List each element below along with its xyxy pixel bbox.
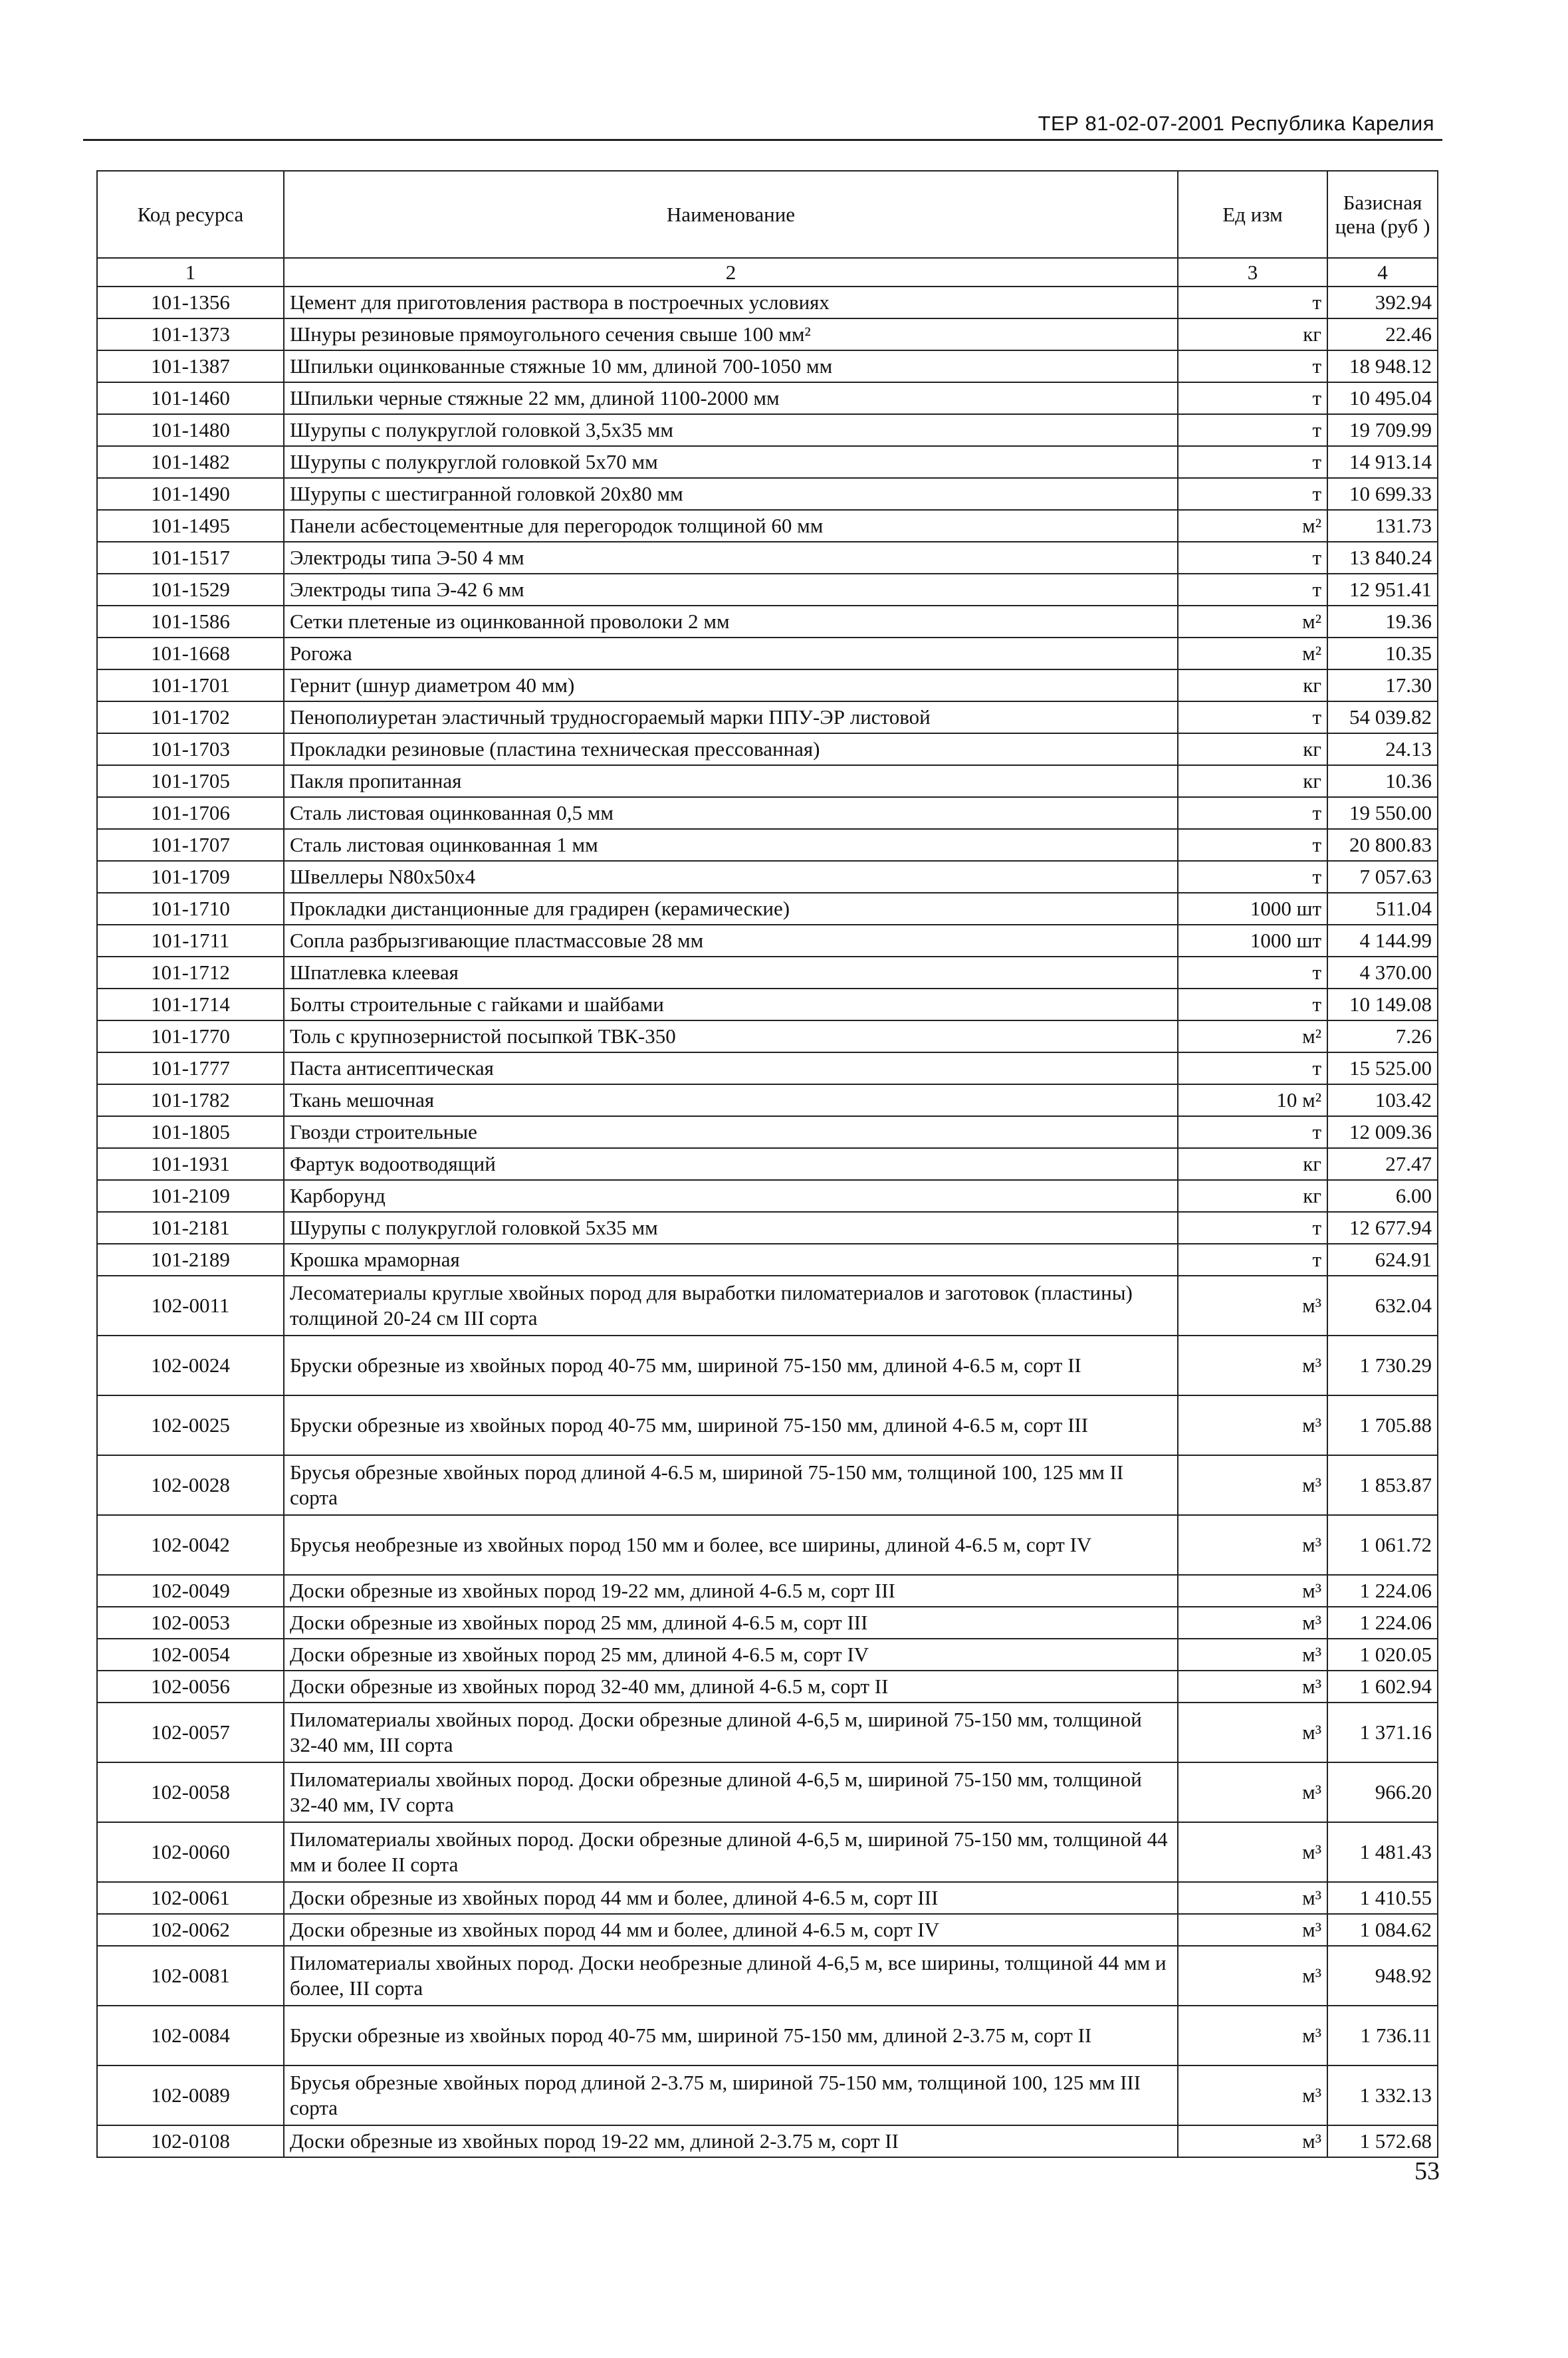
unit-cell: м³	[1178, 1882, 1327, 1914]
resource-name-cell: Пакля пропитанная	[284, 765, 1178, 797]
table-row	[97, 350, 1438, 382]
base-price-cell: 511.04	[1327, 893, 1438, 925]
resource-code-cell: 101-1770	[97, 1020, 284, 1052]
resource-name-cell: Сталь листовая оцинкованная 1 мм	[284, 829, 1178, 861]
unit-cell: т	[1178, 414, 1327, 446]
base-price-cell: 1 853.87	[1327, 1455, 1438, 1515]
resource-name-cell: Пенополиуретан эластичный трудносгораемый марки ППУ-ЭР листовой	[284, 701, 1178, 733]
base-price-cell: 392.94	[1327, 287, 1438, 318]
unit-cell: м³	[1178, 1914, 1327, 1946]
unit-cell: кг	[1178, 318, 1327, 350]
resource-name-cell: Шурупы с полукруглой головкой 5х35 мм	[284, 1212, 1178, 1244]
resource-code-cell: 101-1701	[97, 669, 284, 701]
table-row	[97, 1946, 1438, 2006]
base-price-cell: 18 948.12	[1327, 350, 1438, 382]
unit-cell: т	[1178, 350, 1327, 382]
resource-code-cell: 101-1712	[97, 957, 284, 989]
table-row	[97, 925, 1438, 957]
base-price-cell: 1 061.72	[1327, 1515, 1438, 1575]
base-price-cell: 10.35	[1327, 638, 1438, 669]
resource-name-cell: Рогожа	[284, 638, 1178, 669]
base-price-cell: 1 224.06	[1327, 1575, 1438, 1607]
resource-code-cell: 101-1805	[97, 1116, 284, 1148]
base-price-cell: 4 370.00	[1327, 957, 1438, 989]
base-price-cell: 948.92	[1327, 1946, 1438, 2006]
table-row	[97, 1914, 1438, 1946]
resource-name-cell: Фартук водоотводящий	[284, 1148, 1178, 1180]
resource-name-cell: Карборунд	[284, 1180, 1178, 1212]
table-row	[97, 1395, 1438, 1455]
table-row	[97, 893, 1438, 925]
resource-code-cell: 101-1703	[97, 733, 284, 765]
table-row	[97, 1212, 1438, 1244]
table-row	[97, 1575, 1438, 1607]
table-row	[97, 318, 1438, 350]
unit-cell: т	[1178, 1116, 1327, 1148]
resource-code-cell: 101-1702	[97, 701, 284, 733]
document-header-title: ТЕР 81-02-07-2001 Республика Карелия	[1038, 112, 1434, 135]
resource-name-cell: Прокладки дистанционные для градирен (керамические)	[284, 893, 1178, 925]
base-price-cell: 1 371.16	[1327, 1703, 1438, 1762]
unit-cell: 1000 шт	[1178, 893, 1327, 925]
base-price-cell: 15 525.00	[1327, 1052, 1438, 1084]
resource-code-cell: 102-0061	[97, 1882, 284, 1914]
unit-cell: м³	[1178, 1395, 1327, 1455]
resource-code-cell: 101-1517	[97, 542, 284, 574]
base-price-cell: 10.36	[1327, 765, 1438, 797]
resource-name-cell: Шурупы с полукруглой головкой 5х70 мм	[284, 446, 1178, 478]
resource-name-cell: Сталь листовая оцинкованная 0,5 мм	[284, 797, 1178, 829]
resource-name-cell: Доски обрезные из хвойных пород 32-40 мм, длиной 4-6.5 м, сорт II	[284, 1671, 1178, 1703]
table-row	[97, 1148, 1438, 1180]
base-price-cell: 12 677.94	[1327, 1212, 1438, 1244]
resource-code-cell: 101-2189	[97, 1244, 284, 1276]
column-number-row	[97, 258, 1438, 287]
base-price-cell: 10 495.04	[1327, 382, 1438, 414]
table-row	[97, 638, 1438, 669]
unit-cell: м³	[1178, 1575, 1327, 1607]
resource-code-cell: 102-0011	[97, 1276, 284, 1336]
base-price-cell: 1 481.43	[1327, 1822, 1438, 1882]
resource-code-cell: 102-0084	[97, 2006, 284, 2065]
unit-cell: м³	[1178, 1703, 1327, 1762]
resource-name-cell: Ткань мешочная	[284, 1084, 1178, 1116]
resource-code-cell: 101-1714	[97, 989, 284, 1020]
table-row	[97, 478, 1438, 510]
unit-cell: м³	[1178, 1946, 1327, 2006]
resource-code-cell: 102-0024	[97, 1336, 284, 1395]
unit-cell: т	[1178, 382, 1327, 414]
base-price-cell: 10 699.33	[1327, 478, 1438, 510]
base-price-cell: 12 951.41	[1327, 574, 1438, 606]
table-row	[97, 1020, 1438, 1052]
table-row	[97, 1276, 1438, 1336]
resource-code-cell: 102-0056	[97, 1671, 284, 1703]
resource-name-cell: Шурупы с шестигранной головкой 20х80 мм	[284, 478, 1178, 510]
resource-name-cell: Электроды типа Э-50 4 мм	[284, 542, 1178, 574]
table-row	[97, 1639, 1438, 1671]
unit-cell: м³	[1178, 2125, 1327, 2157]
base-price-cell: 22.46	[1327, 318, 1438, 350]
base-price-cell: 4 144.99	[1327, 925, 1438, 957]
unit-cell: м²	[1178, 638, 1327, 669]
unit-cell: т	[1178, 861, 1327, 893]
resource-code-cell: 101-1711	[97, 925, 284, 957]
unit-cell: 10 м²	[1178, 1084, 1327, 1116]
table-row	[97, 989, 1438, 1020]
unit-cell: кг	[1178, 1180, 1327, 1212]
unit-cell: м³	[1178, 1671, 1327, 1703]
unit-cell: т	[1178, 542, 1327, 574]
resource-code-cell: 101-1707	[97, 829, 284, 861]
resource-name-cell: Лесоматериалы круглые хвойных пород для выработки пиломатериалов и заготовок (пластины) толщиной 20-24 см III сорта	[284, 1276, 1178, 1336]
base-price-cell: 17.30	[1327, 669, 1438, 701]
table-row	[97, 1116, 1438, 1148]
unit-cell: м²	[1178, 606, 1327, 638]
resource-name-cell: Сопла разбрызгивающие пластмассовые 28 мм	[284, 925, 1178, 957]
resource-name-cell: Доски обрезные из хвойных пород 19-22 мм, длиной 4-6.5 м, сорт III	[284, 1575, 1178, 1607]
unit-cell: кг	[1178, 1148, 1327, 1180]
resource-name-cell: Цемент для приготовления раствора в построечных условиях	[284, 287, 1178, 318]
table-row	[97, 1244, 1438, 1276]
table-row	[97, 1336, 1438, 1395]
base-price-cell: 19.36	[1327, 606, 1438, 638]
table-row	[97, 414, 1438, 446]
unit-cell: м³	[1178, 1336, 1327, 1395]
resource-name-cell: Шпатлевка клеевая	[284, 957, 1178, 989]
page-number: 53	[1414, 2157, 1440, 2185]
resource-name-cell: Бруски обрезные из хвойных пород 40-75 мм, шириной 75-150 мм, длиной 4-6.5 м, сорт II	[284, 1336, 1178, 1395]
base-price-cell: 966.20	[1327, 1762, 1438, 1822]
resource-code-cell: 102-0089	[97, 2065, 284, 2125]
base-price-cell: 54 039.82	[1327, 701, 1438, 733]
resource-code-cell: 102-0081	[97, 1946, 284, 2006]
resource-code-cell: 101-1529	[97, 574, 284, 606]
resource-name-cell: Брусья обрезные хвойных пород длиной 2-3.75 м, шириной 75-150 мм, толщиной 100, 125 мм III сорта	[284, 2065, 1178, 2125]
table-row	[97, 542, 1438, 574]
unit-cell: кг	[1178, 669, 1327, 701]
unit-cell: м³	[1178, 1762, 1327, 1822]
column-header-name: Наименование	[284, 171, 1178, 258]
column-number: 3	[1178, 258, 1327, 287]
resource-code-cell: 102-0025	[97, 1395, 284, 1455]
resource-name-cell: Шурупы с полукруглой головкой 3,5х35 мм	[284, 414, 1178, 446]
unit-cell: т	[1178, 1052, 1327, 1084]
table-row	[97, 382, 1438, 414]
base-price-cell: 7.26	[1327, 1020, 1438, 1052]
resource-code-cell: 101-1586	[97, 606, 284, 638]
resource-code-cell: 102-0042	[97, 1515, 284, 1575]
table-body	[97, 287, 1438, 2157]
base-price-cell: 1 730.29	[1327, 1336, 1438, 1395]
resource-code-cell: 101-1668	[97, 638, 284, 669]
base-price-cell: 1 084.62	[1327, 1914, 1438, 1946]
resource-name-cell: Брусья обрезные хвойных пород длиной 4-6.5 м, шириной 75-150 мм, толщиной 100, 125 мм II сорта	[284, 1455, 1178, 1515]
table-row	[97, 574, 1438, 606]
base-price-cell: 10 149.08	[1327, 989, 1438, 1020]
resource-name-cell: Электроды типа Э-42 6 мм	[284, 574, 1178, 606]
resource-name-cell: Доски обрезные из хвойных пород 44 мм и более, длиной 4-6.5 м, сорт IV	[284, 1914, 1178, 1946]
unit-cell: т	[1178, 287, 1327, 318]
resource-code-cell: 101-1495	[97, 510, 284, 542]
table-row	[97, 861, 1438, 893]
resource-code-cell: 102-0057	[97, 1703, 284, 1762]
resource-name-cell: Доски обрезные из хвойных пород 25 мм, длиной 4-6.5 м, сорт IV	[284, 1639, 1178, 1671]
resource-name-cell: Толь с крупнозернистой посыпкой ТВК-350	[284, 1020, 1178, 1052]
base-price-cell: 19 709.99	[1327, 414, 1438, 446]
resource-name-cell: Гвозди строительные	[284, 1116, 1178, 1148]
unit-cell: м³	[1178, 1515, 1327, 1575]
base-price-cell: 131.73	[1327, 510, 1438, 542]
unit-cell: кг	[1178, 765, 1327, 797]
table-row	[97, 1671, 1438, 1703]
table-row	[97, 701, 1438, 733]
resource-code-cell: 101-1387	[97, 350, 284, 382]
table-row	[97, 829, 1438, 861]
table-row	[97, 1052, 1438, 1084]
unit-cell: т	[1178, 446, 1327, 478]
resource-code-cell: 102-0028	[97, 1455, 284, 1515]
unit-cell: м³	[1178, 2065, 1327, 2125]
base-price-cell: 632.04	[1327, 1276, 1438, 1336]
base-price-cell: 27.47	[1327, 1148, 1438, 1180]
table-row	[97, 2006, 1438, 2065]
resource-code-cell: 101-1931	[97, 1148, 284, 1180]
resource-name-cell: Бруски обрезные из хвойных пород 40-75 мм, шириной 75-150 мм, длиной 2-3.75 м, сорт II	[284, 2006, 1178, 2065]
table-row	[97, 606, 1438, 638]
resource-code-cell: 101-1356	[97, 287, 284, 318]
base-price-cell: 1 410.55	[1327, 1882, 1438, 1914]
base-price-cell: 1 705.88	[1327, 1395, 1438, 1455]
unit-cell: м²	[1178, 510, 1327, 542]
resource-code-cell: 102-0053	[97, 1607, 284, 1639]
resource-name-cell: Гернит (шнур диаметром 40 мм)	[284, 669, 1178, 701]
base-price-cell: 24.13	[1327, 733, 1438, 765]
unit-cell: т	[1178, 829, 1327, 861]
table-row	[97, 1703, 1438, 1762]
base-price-cell: 1 736.11	[1327, 2006, 1438, 2065]
table-row	[97, 797, 1438, 829]
resource-name-cell: Доски обрезные из хвойных пород 19-22 мм, длиной 2-3.75 м, сорт II	[284, 2125, 1178, 2157]
table-row	[97, 446, 1438, 478]
resource-code-cell: 102-0054	[97, 1639, 284, 1671]
resource-code-cell: 101-1709	[97, 861, 284, 893]
resource-code-cell: 101-1777	[97, 1052, 284, 1084]
resource-name-cell: Болты строительные с гайками и шайбами	[284, 989, 1178, 1020]
column-header-unit: Ед изм	[1178, 171, 1327, 258]
base-price-cell: 1 602.94	[1327, 1671, 1438, 1703]
unit-cell: м²	[1178, 1020, 1327, 1052]
unit-cell: т	[1178, 478, 1327, 510]
resource-name-cell: Доски обрезные из хвойных пород 44 мм и более, длиной 4-6.5 м, сорт III	[284, 1882, 1178, 1914]
resource-code-cell: 101-1373	[97, 318, 284, 350]
unit-cell: 1000 шт	[1178, 925, 1327, 957]
base-price-cell: 1 572.68	[1327, 2125, 1438, 2157]
resource-code-cell: 102-0062	[97, 1914, 284, 1946]
unit-cell: т	[1178, 1212, 1327, 1244]
unit-cell: м³	[1178, 1607, 1327, 1639]
table-row	[97, 287, 1438, 318]
table-row	[97, 2065, 1438, 2125]
unit-cell: м³	[1178, 1455, 1327, 1515]
resource-code-cell: 101-1480	[97, 414, 284, 446]
table-row	[97, 1882, 1438, 1914]
resource-name-cell: Пиломатериалы хвойных пород. Доски обрезные длиной 4-6,5 м, шириной 75-150 мм, толщиной 32-40 мм, IV сорта	[284, 1762, 1178, 1822]
base-price-cell: 13 840.24	[1327, 542, 1438, 574]
base-price-cell: 12 009.36	[1327, 1116, 1438, 1148]
base-price-cell: 19 550.00	[1327, 797, 1438, 829]
table-row	[97, 1607, 1438, 1639]
resource-code-cell: 101-1490	[97, 478, 284, 510]
resource-code-cell: 102-0108	[97, 2125, 284, 2157]
resource-code-cell: 101-1460	[97, 382, 284, 414]
table-row	[97, 669, 1438, 701]
resource-code-cell: 101-1482	[97, 446, 284, 478]
table-row	[97, 957, 1438, 989]
resource-name-cell: Шпильки черные стяжные 22 мм, длиной 1100-2000 мм	[284, 382, 1178, 414]
unit-cell: м³	[1178, 1822, 1327, 1882]
table-header-row	[97, 171, 1438, 258]
base-price-cell: 14 913.14	[1327, 446, 1438, 478]
resource-code-cell: 101-1706	[97, 797, 284, 829]
unit-cell: м³	[1178, 1639, 1327, 1671]
table-row	[97, 1515, 1438, 1575]
resource-name-cell: Шпильки оцинкованные стяжные 10 мм, длиной 700-1050 мм	[284, 350, 1178, 382]
unit-cell: т	[1178, 957, 1327, 989]
resource-code-cell: 101-2109	[97, 1180, 284, 1212]
table-row	[97, 1180, 1438, 1212]
resource-code-cell: 102-0049	[97, 1575, 284, 1607]
resource-code-cell: 102-0060	[97, 1822, 284, 1882]
column-number: 1	[97, 258, 284, 287]
base-price-cell: 6.00	[1327, 1180, 1438, 1212]
unit-cell: т	[1178, 989, 1327, 1020]
resource-name-cell: Бруски обрезные из хвойных пород 40-75 мм, шириной 75-150 мм, длиной 4-6.5 м, сорт III	[284, 1395, 1178, 1455]
resource-name-cell: Сетки плетеные из оцинкованной проволоки 2 мм	[284, 606, 1178, 638]
column-header-price: Базисная цена (руб )	[1327, 171, 1438, 258]
resource-name-cell: Крошка мраморная	[284, 1244, 1178, 1276]
table-row	[97, 2125, 1438, 2157]
header-divider	[83, 139, 1442, 141]
table-row	[97, 1084, 1438, 1116]
column-number: 2	[284, 258, 1178, 287]
table-row	[97, 733, 1438, 765]
resource-code-cell: 101-1710	[97, 893, 284, 925]
base-price-cell: 20 800.83	[1327, 829, 1438, 861]
resource-code-cell: 101-1705	[97, 765, 284, 797]
resource-name-cell: Пиломатериалы хвойных пород. Доски необрезные длиной 4-6,5 м, все ширины, толщиной 44 мм и более, III сорта	[284, 1946, 1178, 2006]
base-price-cell: 1 020.05	[1327, 1639, 1438, 1671]
resource-name-cell: Пиломатериалы хвойных пород. Доски обрезные длиной 4-6,5 м, шириной 75-150 мм, толщиной 44 мм и более II сорта	[284, 1822, 1178, 1882]
resource-price-table	[96, 170, 1438, 2158]
unit-cell: м³	[1178, 2006, 1327, 2065]
resource-code-cell: 101-2181	[97, 1212, 284, 1244]
table-row	[97, 765, 1438, 797]
resource-name-cell: Брусья необрезные из хвойных пород 150 мм и более, все ширины, длиной 4-6.5 м, сорт IV	[284, 1515, 1178, 1575]
table-row	[97, 510, 1438, 542]
column-header-code: Код ресурса	[97, 171, 284, 258]
resource-name-cell: Доски обрезные из хвойных пород 25 мм, длиной 4-6.5 м, сорт III	[284, 1607, 1178, 1639]
unit-cell: т	[1178, 797, 1327, 829]
table-row	[97, 1455, 1438, 1515]
unit-cell: т	[1178, 701, 1327, 733]
unit-cell: т	[1178, 574, 1327, 606]
base-price-cell: 7 057.63	[1327, 861, 1438, 893]
base-price-cell: 624.91	[1327, 1244, 1438, 1276]
resource-code-cell: 101-1782	[97, 1084, 284, 1116]
resource-name-cell: Паста антисептическая	[284, 1052, 1178, 1084]
base-price-cell: 1 224.06	[1327, 1607, 1438, 1639]
resource-name-cell: Прокладки резиновые (пластина техническая прессованная)	[284, 733, 1178, 765]
table-row	[97, 1762, 1438, 1822]
resource-code-cell: 102-0058	[97, 1762, 284, 1822]
unit-cell: кг	[1178, 733, 1327, 765]
unit-cell: т	[1178, 1244, 1327, 1276]
base-price-cell: 103.42	[1327, 1084, 1438, 1116]
resource-name-cell: Панели асбестоцементные для перегородок толщиной 60 мм	[284, 510, 1178, 542]
resource-name-cell: Швеллеры N80х50х4	[284, 861, 1178, 893]
resource-name-cell: Шнуры резиновые прямоугольного сечения свыше 100 мм²	[284, 318, 1178, 350]
base-price-cell: 1 332.13	[1327, 2065, 1438, 2125]
resource-name-cell: Пиломатериалы хвойных пород. Доски обрезные длиной 4-6,5 м, шириной 75-150 мм, толщиной 32-40 мм, III сорта	[284, 1703, 1178, 1762]
column-number: 4	[1327, 258, 1438, 287]
unit-cell: м³	[1178, 1276, 1327, 1336]
table-row	[97, 1822, 1438, 1882]
